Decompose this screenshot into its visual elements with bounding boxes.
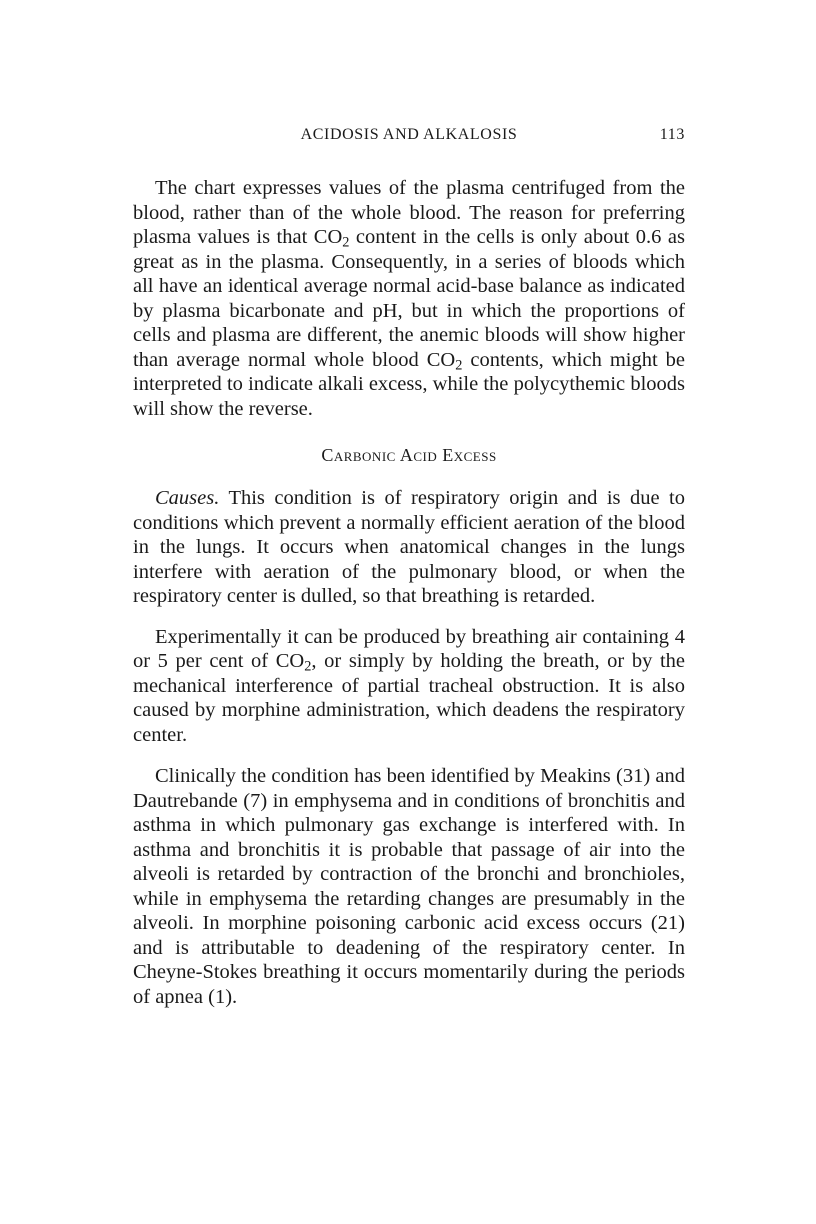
subscript: 2 <box>342 234 350 251</box>
paragraph-plasma-values <box>133 176 685 421</box>
subscript: 2 <box>455 357 463 374</box>
paragraph-experimental <box>133 625 685 748</box>
paragraph-text: contents, which might be interpreted to indicate alkali excess, while the polycythemic bloods will show the reverse. <box>133 348 685 420</box>
paragraph-causes <box>133 486 685 609</box>
paragraph-text: content in the cells is only about 0.6 as great as in the plasma. Consequently, in a series of bloods which all have an identical average normal acid-base balance as indicated by plasma bicarbonate and pH, but in which the proportions of cells and plasma are different, the anemic bloods will show higher than average normal whole blood CO <box>133 226 685 371</box>
paragraph-text: Experimentally it can be produced by breathing air containing 4 or 5 per cent of CO <box>133 625 685 672</box>
book-page <box>133 118 685 1009</box>
section-heading: Carbonic Acid Excess <box>321 445 497 465</box>
paragraph-text: , or simply by holding the breath, or by the mechanical interference of partial tracheal obstruction. It is also caused by morphine administration, which deadens the respiratory center. <box>133 650 686 746</box>
paragraph-clinical: Clinically the condition has been identified by Meakins (31) and Dautrebande (7) in emphysema and in conditions of bronchitis and asthma in which pulmonary gas exchange is interfered with. In asthma and bronchitis it is probable that passage of air into the alveoli is retarded by contraction of the bronchi and bronchioles, while in emphysema the retarding changes are presumably in the alveoli. In morphine poisoning carbonic acid excess occurs (21) and is attributable to deadening of the respiratory center. In Cheyne-Stokes breathing it occurs momentarily during the periods of apnea (1). <box>133 765 685 1008</box>
paragraph-lead: Causes. <box>155 487 220 509</box>
page-number: 113 <box>659 126 685 143</box>
paragraph-text: The chart expresses values of the plasma centrifuged from the blood, rather than of the whole blood. The reason for preferring plasma values is that CO <box>133 177 685 248</box>
running-head <box>133 118 685 146</box>
paragraph-text: This condition is of respiratory origin and is due to conditions which prevent a normally efficient aeration of the blood in the lungs. It occurs when anatomical changes in the lungs interfere with aeration of the pulmonary blood, or when the respiratory center is dulled, so that breathing is retarded. <box>133 487 685 607</box>
subscript: 2 <box>304 658 312 675</box>
running-title: ACIDOSIS AND ALKALOSIS <box>300 126 518 143</box>
